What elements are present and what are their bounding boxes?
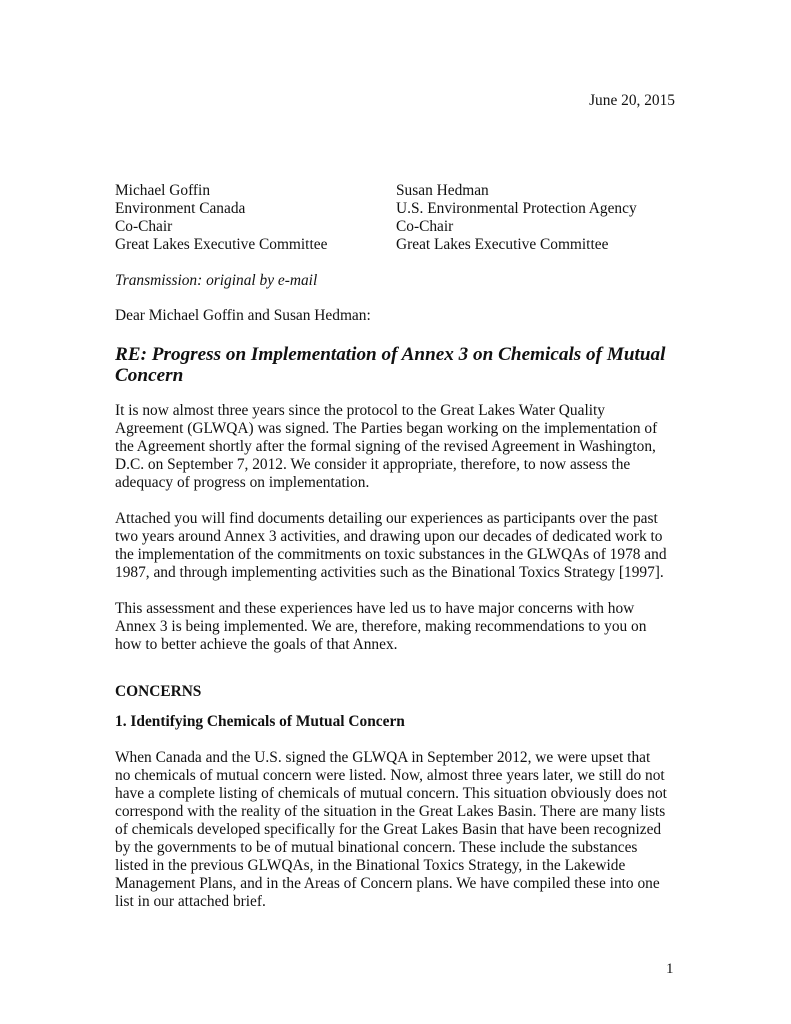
salutation: Dear Michael Goffin and Susan Hedman: bbox=[115, 307, 371, 324]
page-number: 1 bbox=[666, 961, 674, 977]
body-paragraph bbox=[115, 510, 690, 582]
transmission-note: Transmission: original by e-mail bbox=[115, 272, 318, 289]
paragraph-line: no chemicals of mutual concern were listed. Now, almost three years later, we still do not bbox=[115, 767, 665, 784]
section-heading: CONCERNS bbox=[115, 683, 202, 700]
recipient-block-right bbox=[396, 182, 637, 254]
paragraph-line: Attached you will find documents detailing our experiences as participants over the past bbox=[115, 510, 658, 527]
body-paragraph bbox=[115, 600, 690, 654]
recipient-role: Co-Chair bbox=[115, 218, 173, 235]
recipient-organization: U.S. Environmental Protection Agency bbox=[396, 200, 637, 217]
paragraph-line: by the governments to be of mutual binational concern. These include the substances bbox=[115, 839, 638, 856]
paragraph-line: Agreement (GLWQA) was signed. The Parties began working on the implementation of bbox=[115, 420, 658, 437]
paragraph-line: correspond with the reality of the situation in the Great Lakes Basin. There are many lists bbox=[115, 803, 666, 820]
paragraph-line: adequacy of progress on implementation. bbox=[115, 474, 370, 491]
paragraph-line: the implementation of the commitments on toxic substances in the GLWQAs of 1978 and bbox=[115, 546, 667, 563]
recipient-committee: Great Lakes Executive Committee bbox=[396, 236, 609, 253]
paragraph-line: the Agreement shortly after the formal signing of the revised Agreement in Washington, bbox=[115, 438, 656, 455]
paragraph-line: list in our attached brief. bbox=[115, 893, 266, 910]
recipient-role: Co-Chair bbox=[396, 218, 454, 235]
paragraph-line: Annex 3 is being implemented. We are, therefore, making recommendations to you on bbox=[115, 618, 647, 635]
recipient-organization: Environment Canada bbox=[115, 200, 246, 217]
paragraph-line: When Canada and the U.S. signed the GLWQA in September 2012, we were upset that bbox=[115, 749, 651, 766]
paragraph-line: It is now almost three years since the protocol to the Great Lakes Water Quality bbox=[115, 402, 605, 419]
paragraph-line: have a complete listing of chemicals of mutual concern. This situation obviously does not bbox=[115, 785, 667, 802]
recipient-committee: Great Lakes Executive Committee bbox=[115, 236, 328, 253]
paragraph-line: This assessment and these experiences have led us to have major concerns with how bbox=[115, 600, 635, 617]
paragraph-line: of chemicals developed specifically for the Great Lakes Basin that have been recognized bbox=[115, 821, 662, 838]
recipient-block-left bbox=[115, 182, 327, 254]
recipient-name: Susan Hedman bbox=[396, 182, 489, 199]
paragraph-line: Management Plans, and in the Areas of Concern plans. We have compiled these into one bbox=[115, 875, 660, 892]
paragraph-line: 1987, and through implementing activities such as the Binational Toxics Strategy [1997]. bbox=[115, 564, 664, 581]
paragraph-line: how to better achieve the goals of that Annex. bbox=[115, 636, 398, 653]
subject-line: RE: Progress on Implementation of Annex 3 on Chemicals of Mutual Concern bbox=[115, 344, 666, 386]
paragraph-line: D.C. on September 7, 2012. We consider it appropriate, therefore, to now assess the bbox=[115, 456, 631, 473]
body-paragraph bbox=[115, 402, 690, 492]
subsection-heading: 1. Identifying Chemicals of Mutual Concern bbox=[115, 713, 405, 730]
recipient-name: Michael Goffin bbox=[115, 182, 211, 199]
paragraph-line: two years around Annex 3 activities, and drawing upon our decades of dedicated work to bbox=[115, 528, 663, 545]
body-paragraph bbox=[115, 749, 690, 911]
letter-date: June 20, 2015 bbox=[589, 92, 675, 109]
paragraph-line: listed in the previous GLWQAs, in the Binational Toxics Strategy, in the Lakewide bbox=[115, 857, 626, 874]
